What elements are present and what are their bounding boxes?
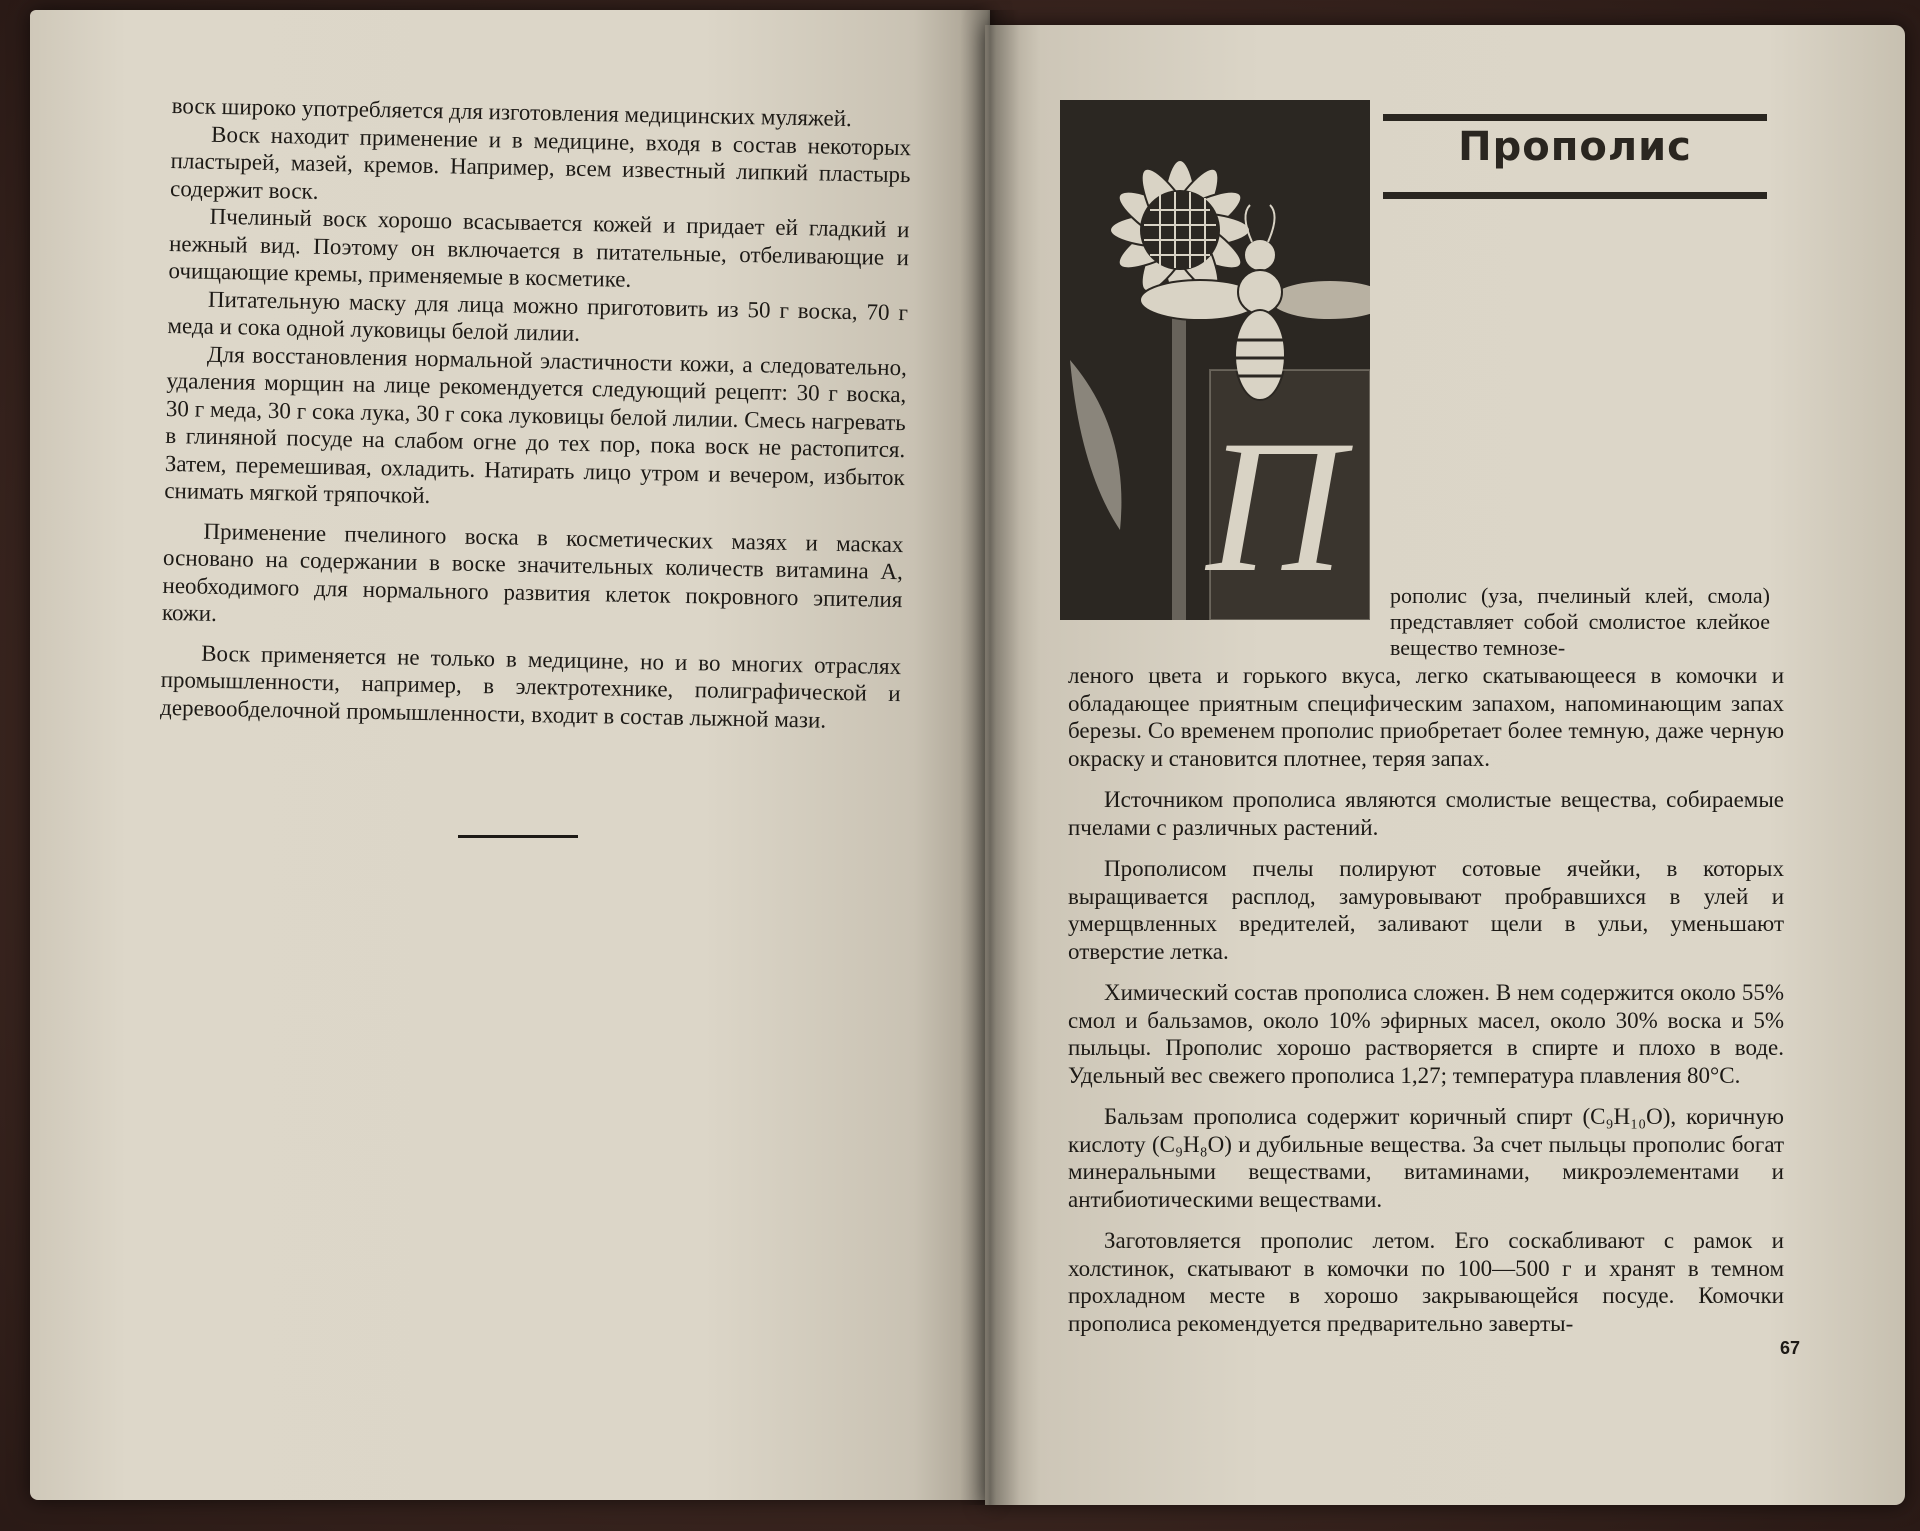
paragraph: Питательную маску для лица можно приготовить из 50 г воска, 70 г меда и сока одной луковицы белой лилии. — [167, 286, 909, 346]
paragraph: леного цвета и горького вкуса, легко скатывающееся в комочки и обладающее приятным специфическим запахом, напоминающим запах березы. Со временем прополис приобретает более темную, даже черную окраску и становится плотнее, теряя запах. — [1068, 663, 1784, 771]
paragraph: Заготовляется прополис летом. Его соскабливают с рамок и холстинок, скатывают в комочки по 100—500 г и хранят в темном прохладном месте в хорошо закрывающейся посуде. Комочки прополиса рекомендуется предварительно заверты- — [1068, 1228, 1784, 1336]
drop-cap-letter: П — [1206, 402, 1344, 612]
paragraph: Для восстановления нормальной эластичности кожи, а следовательно, удаления морщин на лице рекомендуется следующий рецепт: 30 г воска, 30 г меда, 30 г сока лука, 30 г сока луковицы белой лилии. Смесь нагревать в глиняной посуде на слабом огне до тех пор, пока воск не растопится. Затем, перемешивая, охладить. Натирать лицо утром и вечером, избыток снимать мягкой тряпочкой. — [164, 341, 908, 509]
sunflower-bee-illustration — [1060, 100, 1370, 620]
section-divider — [458, 835, 578, 838]
paragraph: Пчелиный воск хорошо всасывается кожей и придает ей гладкий и нежный вид. Поэтому он включается в питательные, отбеливающие и очищающие кремы, применяемые в косметике. — [168, 203, 910, 292]
left-page-text — [160, 92, 912, 735]
paragraph: Воск применяется не только в медицине, но и во многих отраслях промышленности, например, в электротехнике, полиграфической и деревообделочной промышленности, входит в состав лыжной мази. — [159, 640, 902, 733]
paragraph: Прополисом пчелы полируют сотовые ячейки, в которых выращивается расплод, замуровывают пробравшихся в улей и умерщвленных вредителей, заливают щели в ульи, уменьшают отверстие летка. — [1068, 856, 1784, 964]
chapter-title-block — [1383, 112, 1767, 202]
paragraph: воск широко употребляется для изготовления медицинских муляжей. — [171, 92, 853, 132]
paragraph: Химический состав прополиса сложен. В нем содержится около 55% смол и бальзамов, около 10% эфирных масел, около 30% воска и 5% пыльцы. Прополис хорошо растворяется в спирте и плохо в воде. Удельный вес свежего прополиса 1,27; температура плавления 80°С. — [1068, 980, 1784, 1088]
paragraph: Бальзам прополиса содержит коричный спирт (C₉H₁₀O), коричную кислоту (C₉H₈O) и дубильные вещества. За счет пыльцы прополис богат минеральными веществами, витаминами, микроэлементами и антибиотическими веществами. — [1068, 1104, 1784, 1212]
paragraph: Воск находит применение и в медицине, входя в состав некоторых пластырей, мазей, кремов. Например, всем известный липкий пластырь содержит воск. — [169, 121, 912, 204]
title-rule-bottom — [1383, 192, 1767, 199]
paragraph: Источником прополиса являются смолистые вещества, собираемые пчелами с различных растений. — [1068, 787, 1784, 840]
chapter-title: Прополис — [1458, 124, 1692, 170]
page-number: 67 — [1780, 1338, 1801, 1358]
title-rule-top — [1383, 114, 1767, 121]
right-page-text — [1068, 662, 1784, 1337]
book-gutter — [960, 10, 1020, 1505]
paragraph: Применение пчелиного воска в косметических мазях и масках основано на содержании в воске значительных количеств витамина А, необходимого для нормального развития клеток покровного эпителия кожи. — [161, 518, 904, 626]
intro-text: рополис (уза, пчелиный клей, смола) представляет собой смолистое клейкое вещество темнозе- — [1390, 583, 1770, 660]
